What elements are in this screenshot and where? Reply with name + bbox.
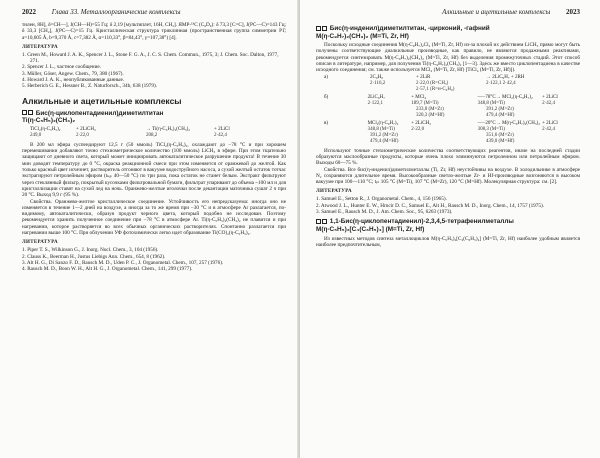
- compound-name: Бис(η-циклопентадиенил)диметилтитан: [35, 109, 164, 117]
- rxn-term: 2C₉H₈: [370, 74, 383, 80]
- eq-mass: 208,2: [146, 132, 158, 138]
- right-page: [300, 0, 600, 458]
- rxn-term: + 2LiCl: [542, 120, 558, 126]
- reference-item: 3. Müller, Göser, Angew. Chem., 79, 380 (1967).: [22, 70, 124, 77]
- literature-heading: ЛИТЕРАТУРА: [316, 189, 352, 195]
- compound-title: [316, 25, 580, 40]
- reference-item: 1. Piper T. S., Wilkinson G., J. Inorg. Nucl. Chem., 3, 104 (1956).: [22, 247, 159, 254]
- rxn-term: + 2LiCl: [542, 94, 558, 100]
- rxn-mass: 2·42,4: [542, 100, 555, 106]
- eq-term: + 2LiCl: [214, 126, 230, 132]
- rxn-mass: 2·122,1: [367, 100, 384, 106]
- checkbox-icon: [22, 110, 27, 115]
- reference-item: 2. Clauss K., Beerman H., Justus Liebigs Ann. Chem., 654, 8 (1962).: [22, 253, 166, 260]
- reference-item: 3. Samuel E., Rausch M. D., J. Am. Chem. Soc., 95, 6263 (1973).: [316, 209, 453, 216]
- compound-title: [22, 110, 286, 125]
- rxn-mass: 391,2 (M=Zr): [370, 132, 398, 138]
- synthesis-equation: [30, 127, 286, 139]
- checkbox-icon: [28, 110, 33, 115]
- eq-term: → Ti(η-C₅H₅)₂(CH₃)₂: [146, 126, 190, 132]
- checkbox-icon: [316, 219, 321, 224]
- compound2-name: 1,1-Бис(η-циклопентадиенил)-2,3,4,5-тетрафенилметаллы: [329, 218, 514, 226]
- rxn-term: 2LiC₉H₇: [367, 94, 385, 100]
- reference-list-2: [22, 247, 286, 272]
- rxn-term: MCl₂(η-C₉H₇)₂: [367, 120, 399, 126]
- rxn-term: + 2LiR: [416, 74, 431, 80]
- rxn-mass: 439,0 (M=Hf): [486, 138, 515, 144]
- reference-item: 1. Green M., Howard J. A. K., Spencer J. L., Stone F. G. A., J. C. S. Chem. Commun., 1975, 3; J. Chem. Soc. Dalton, 1977, 271.: [22, 51, 279, 65]
- reaction-scheme: [324, 75, 580, 145]
- compound-formula: Ti(η-C₅H₅)₂(CH₃)₂: [22, 117, 76, 125]
- reference-item: 2. Spencer J. L., частное сообщение.: [22, 64, 101, 71]
- rxn-mass: 2·116,2: [370, 80, 386, 86]
- reference-item: 5. Herberich G. E., Hessner B., Z. Naturforsch., 34b, 638 (1979).: [22, 83, 157, 90]
- checkbox-icon: [322, 219, 327, 224]
- properties-paragraph: Свойства. Оранжево-желтое кристаллическое соединение. Устойчивость его непредсказуема: иногда оно не изменяется в течение 1—2 дней на воздухе, а иногда за то же время при −30 °C и в атмосфере Ar разлагается, по-видимому, автокаталитически, образуя продукт черного цвета, который подобно не исследован. Поэтому рекомендуется хранить полученное соединение при −78 °C в атмосфере Ar. Ti(η-C₅H₅)₂(CH₃)₂ не плавится и при нагревании, которое растворяется во всех обычных органических растворителях. Спонтанно разлагается при нагревании выше 100 °C. При облучении УФ фотохимически легко идет образование Ti(CO)₂(η-C₅H₅)₂.: [22, 198, 286, 237]
- rxn-mass: 2·22,0 (R=CH₃): [416, 80, 449, 86]
- rxn-term: + 2LiCH₃: [411, 120, 431, 126]
- rxn-mass: 233,0 (M=Zr): [416, 106, 444, 112]
- literature-heading-2: ЛИТЕРАТУРА: [22, 240, 58, 246]
- left-running-title: Глава 33. Металлоорганические комплексы: [51, 8, 181, 16]
- right-page-number: 2023: [566, 8, 580, 16]
- section-title: Алкильные и ацетильные комплексы: [22, 95, 182, 106]
- reference-list: [316, 196, 580, 215]
- eq-mass: 2·42,4: [214, 132, 227, 138]
- rxn-mass: 351,6 (M=Zr): [486, 132, 514, 138]
- procedure-paragraph: В 200 мл эфира суспендируют 12,5 г (50 ммоль) TiCl₂(η-C₅H₅)₂, охлаждают до −78 °C и при хорошем перемешивании добавляют точно стехиометрическое количество (100 ммоль) LiCH₃ в эфире. При этом тщательно защищают от дневного света, который может инициировать автокаталитическое разрушение продукта! В течение 30 мин доводят температуру до 0 °C, окраска реакционной смеси при этом изменяется от оранжевой до желтой. Как только красный цвет исчезнет, растворитель отгоняют в вакууме водоструйного насоса, а сухой желтый остаток тотчас экстрагируют петролейным эфиром (tₖᵢₚ 40—50 °C) по три раза, пока остаток не станет белым. Экстракт фильтруют через стеклянный фильтр, покрытый кусочками фильтровальной бумаги, фильтрат упаривают до объема ~100 мл и для кристаллизации ставят на сухой лед на ночь. Оранжево-желтые иголочки после декантации маточника сушат 2 ч при 20 °C. Выход 9,9 г (95 %).: [22, 141, 286, 199]
- eq-mass: 249,0: [30, 132, 42, 138]
- rxn-term: —−20°C→ M(η-C₉H₇)₂(CH₃)₂: [477, 120, 540, 126]
- reference-item: 1. Samuel E., Setton R., J. Organometal. Chem., 4, 156 (1965).: [316, 196, 447, 203]
- intro-paragraph: Поскольку исходные соединения M(η-C₉H₇)₂Cl₂ (M=Ti, Zr, Hf) из-за плохой их действием LiCH₃ прямо могут быть получены соответствующие диалкильные производные, как правило, не являются продажными реактивами, рекомендуется синтезировать M(η-C₉H₇)₂(CH₃)₂ (M=Ti, Zr, Hf) без выделения промежуточных стадий. Этот способ описан в литературе, например, для получения Ti(η-C₉H₇)₂(CH₃)₂ [1—3]. Здесь же вместо циклопентадиена в качестве исходного соединения; см. также используется MCl₄ (M=Ti, Zr, Hf) [TiCl₄ (M=Ti, Zr, Hf)]).: [316, 42, 580, 74]
- rxn-mass: 479,4 (M=Hf): [486, 112, 515, 118]
- reference-item: 4. Howard J. A. K., неопубликованные данные.: [22, 77, 125, 84]
- rxn-mass: 348,8 (M=Ti): [367, 126, 395, 132]
- rxn-mass: 391,2 (M=Zr): [486, 106, 514, 112]
- reference-item: 3. Alt H. G., Di Sanzo F. D., Rausch M. D., Uden P. C., J. Organometal. Chem., 107, 257 (1976).: [22, 259, 224, 266]
- rxn-mass: 2·122,1 2·42,4: [486, 80, 516, 86]
- rxn-term: —−78°C→ MCl₂(η-C₉H₇)₂: [477, 94, 533, 100]
- eq-term: TiCl₂(η-C₅H₅)₂: [30, 126, 61, 132]
- rxn-mass: 320,3 (M=Hf): [416, 112, 445, 118]
- compound-formula: M(η-C₉H₇)₂(CH₃)₂ (M=Ti, Zr, Hf): [316, 32, 409, 40]
- rxn-mass: 2·42,4: [542, 126, 555, 132]
- reference-list-1: [22, 52, 286, 90]
- eq-term: + 2LiCH₃: [76, 126, 96, 132]
- eq-mass: 2·22,0: [76, 132, 89, 138]
- intro-paragraph: тилен, 8H], δ=CH—], J(CH—H)=55 Гц; δ 2,19 [мультиплет, 16H, CH₂]. ЯМР-¹³C (C₆D₆): δ 73,3 [C=C], J(PC—C)=143 Гц; δ 33,3 [CH₂], J(PC—C)=15 Гц. Кристаллическая структура триклинная (пространственная группа симметрии P1̄; a=10,605 Å, b=9,370 Å, c=7,382 Å, α=110,33°, β=84,43°, γ=107,38°) [4].: [22, 22, 286, 41]
- rxn-mass: 2·22,0: [411, 126, 425, 132]
- rxn-term: + MCl₄: [411, 94, 427, 100]
- closing-paragraph: Из известных методов синтеза металлоциклов M(η-C₅H₅)₂[C₄(C₆H₅)₄] (M=Ti, Zr, Hf) наиболее удобным является наиболее предпочтительным,: [316, 235, 580, 248]
- checkbox-icon: [316, 26, 321, 31]
- procedure-paragraph: Используют точные стехиометрические количества соответствующих реагентов, иначе на последней стадии образуются маслообразные продукты, которые очень плохо элиминуются петролеином или петролейным эфиром. Выходы 60—75 %.: [316, 147, 580, 167]
- rxn-mass: 2·57,1 (R=н-C₄H₉): [416, 86, 455, 92]
- right-page-header: [316, 8, 580, 16]
- rxn-term: → 2LiC₉H₇ + 2RH: [486, 74, 525, 80]
- rxn-mass: 479,4 (M=Hf): [370, 138, 399, 144]
- rxn-mass: 308,3 (M=Ti): [477, 126, 505, 132]
- rxn-term: в): [324, 120, 329, 126]
- rxn-term: а): [324, 74, 328, 80]
- left-page-number: 2022: [22, 8, 36, 16]
- properties-paragraph: Свойства. Все бис(η-инденил)диметилметаллы (Ti, Zr, Hf) неустойчивы на воздухе. В холодильнике в атмосфере N₂ сохраняются длительное время. Высокообразные светло-желтые Zr- и Hf-производные возгоняются в высоком вакууме при 100—110 °C; tₚₗ 105 °C (M=Ti), 107 °C (M=Zr), 120 °C (M=Hf). Молекулярная структура: см. [2].: [316, 166, 580, 186]
- literature-heading-1: ЛИТЕРАТУРА: [22, 44, 58, 50]
- checkbox-icon: [322, 26, 327, 31]
- compound-name: Бис(η-инденил)диметилтитан, -цирконий, -гафний: [329, 25, 490, 32]
- reference-item: 4. Rausch M. D., Boon W. H., Alt H. G., J. Organometal. Chem., 141, 299 (1977).: [22, 266, 193, 273]
- rxn-mass: 348,8 (M=Ti): [477, 100, 505, 106]
- right-running-title: Алкильные и ацетильные комплексы: [442, 8, 551, 16]
- reference-item: 2. Atwood J. L., Hunter E. W., Hrncir D. C., Samuel E., Alt H., Rausch M. D., Inorg. Chem., 14, 1757 (1975).: [316, 202, 544, 209]
- rxn-term: б): [324, 94, 329, 100]
- rxn-mass: 189,7 (M=Ti): [411, 100, 439, 106]
- compound2-formula: M(η-C₅H₅)₂[C₄(C₆H₅)₄] (M=Ti, Zr, Hf): [316, 225, 425, 233]
- compound2-title: [316, 218, 580, 233]
- left-page-header: [22, 8, 286, 16]
